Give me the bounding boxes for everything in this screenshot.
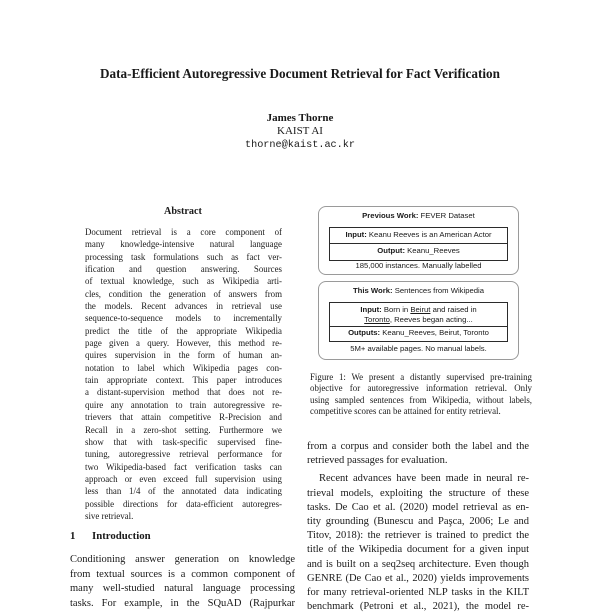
- entity-link-beirut[interactable]: Beirut: [410, 305, 431, 314]
- caption-line: objective for autoregressive information retrieval. Only: [310, 383, 532, 394]
- abstract-line: trievers that attain competitive R-Precision and: [85, 412, 282, 423]
- abstract-body: [85, 226, 282, 522]
- abstract-line: less than 1/4 of the annotated data indicating: [85, 486, 282, 497]
- abstract-line: tain appropriate context. This paper introduces: [85, 375, 282, 386]
- body-line: Recent advances have been made in neural re-: [319, 473, 529, 485]
- intro-line: many well-studied natural language processing: [70, 583, 295, 594]
- abstract-line: ification and question answering. Sources: [85, 264, 282, 275]
- section-heading-introduction: [70, 530, 151, 542]
- intro-line: tasks. For example, in the SQuAD (Rajpurkar: [70, 597, 295, 609]
- abstract-line: sive retrieval.: [85, 510, 134, 521]
- abstract-line: many knowledge-intensive natural language: [85, 239, 282, 250]
- caption-line: using sampled sentences from Wikipedia, without labels,: [310, 394, 532, 405]
- figure-this-work-card: [318, 281, 519, 360]
- body-line: trieval models, exploiting the structure of these: [307, 487, 529, 499]
- abstract-line: Recall in a zero-shot setting. Furthermore we: [85, 424, 282, 435]
- this-work-io-box: [329, 302, 508, 342]
- abstract-line: show that with task-specific supervised fine-: [85, 436, 282, 447]
- author-affiliation: KAIST AI: [277, 125, 323, 137]
- entity-link-toronto[interactable]: Toronto: [364, 315, 390, 324]
- caption-line: competitive scores can be attained for entity retrieval.: [310, 406, 501, 417]
- this-work-input-continued: Toronto, Reeves began acting...: [364, 315, 473, 324]
- previous-work-heading: Previous Work: FEVER Dataset: [362, 211, 475, 220]
- body-line: from a corpus and consider both the label and the: [307, 441, 529, 452]
- body-line: title of the Wikipedia document for a given input: [307, 544, 529, 556]
- io-divider: [330, 243, 507, 244]
- author-name: James Thorne: [266, 112, 334, 124]
- paper-title: Data-Efficient Autoregressive Document Retrieval for Fact Verification: [100, 66, 500, 81]
- body-line: Titov, 2018): the retriever is trained to predict the: [307, 530, 529, 542]
- this-work-heading: This Work: Sentences from Wikipedia: [352, 286, 485, 295]
- abstract-line: tuning, autoregressive retrieval performance for: [85, 449, 282, 460]
- body-line: for many retrieval-oriented NLP tasks in the KILT: [307, 586, 529, 598]
- abstract-line: notation to label which Wikipedia pages con-: [85, 362, 282, 373]
- body-line: benchmark (Petroni et al., 2021), the model re-: [307, 601, 529, 613]
- previous-work-input: Input: Keanu Reeves is an American Actor: [345, 230, 492, 239]
- section-title: Introduction: [92, 530, 151, 542]
- abstract-line: page given a query. However, this method re-: [85, 338, 282, 349]
- abstract-line: processing task formulations such as fact ver-: [85, 251, 282, 262]
- abstract-line: quire any annotation to train autoregressive re-: [85, 399, 282, 410]
- this-work-input: Input: Born in Beirut and raised in: [360, 305, 477, 314]
- abstract-line: predict the title of the appropriate Wikipedia: [85, 325, 282, 336]
- abstract-line: a distant-supervision method that does not re-: [85, 387, 282, 398]
- this-work-footer: 5M+ available pages. No manual labels.: [350, 344, 487, 353]
- abstract-line: possible directions for data-efficient autoregres-: [85, 498, 282, 509]
- abstract-line: quires supervision in the form of human an-: [85, 350, 282, 361]
- previous-work-footer: 185,000 instances. Manually labelled: [355, 261, 482, 270]
- this-work-outputs: Outputs: Keanu_Reeves, Beirut, Toronto: [348, 328, 489, 337]
- right-column-body: [307, 440, 529, 614]
- body-line: GENRE (De Cao et al., 2020) yields improvements: [307, 572, 529, 584]
- intro-line: Conditioning answer generation on knowledge: [70, 554, 295, 565]
- intro-line: from textual sources is a common component of: [70, 568, 295, 580]
- abstract-line: sequence-to-sequence models to incrementally: [85, 313, 282, 324]
- body-line: tity grounding (Bunescu and Paşca, 2006; Le and: [307, 515, 529, 527]
- io-divider: [330, 326, 507, 327]
- section-number: 1: [70, 530, 76, 542]
- abstract-line: cles, condition the generation of answers from: [85, 288, 282, 299]
- figure-previous-work-card: [318, 206, 519, 275]
- abstract-line: approach or even exceed full supervision using: [85, 473, 282, 484]
- abstract-heading: Abstract: [164, 206, 202, 217]
- body-line: retrieved passages for evaluation.: [307, 455, 448, 467]
- abstract-line: the models. Recent advances in retrieval use: [85, 301, 282, 312]
- abstract-line: of textual knowledge, such as Wikipedia arti-: [85, 276, 282, 287]
- body-line: tasks. De Cao et al. (2020) model retrieval as en-: [307, 501, 529, 513]
- author-email: thorne@kaist.ac.kr: [244, 140, 356, 151]
- abstract-line: two Wikipedia-based fact verification tasks can: [85, 461, 282, 472]
- introduction-body: [70, 553, 295, 611]
- body-line: and is built on a seq2seq architecture. Even though: [307, 558, 529, 570]
- figure-caption: [310, 372, 532, 418]
- abstract-line: Document retrieval is a core component of: [85, 227, 282, 237]
- caption-line: Figure 1: We present a distantly supervised pre-training: [310, 372, 532, 382]
- previous-work-output: Output: Keanu_Reeves: [377, 246, 460, 255]
- previous-work-io-box: [329, 227, 508, 261]
